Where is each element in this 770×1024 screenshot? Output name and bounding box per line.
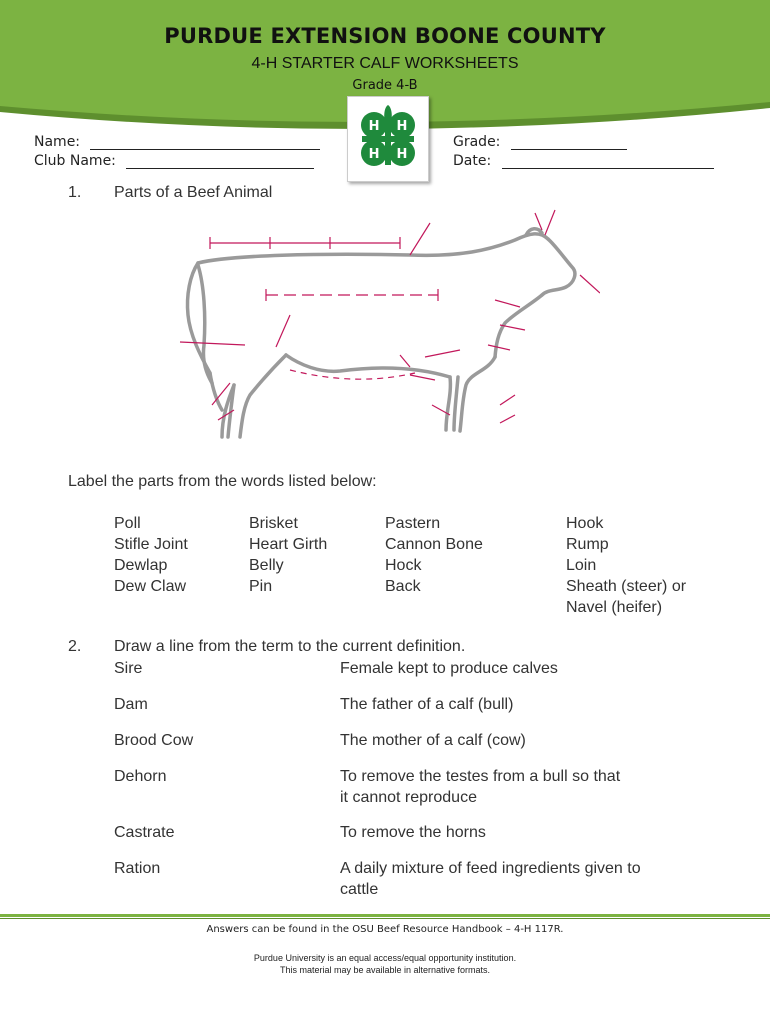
term-dehorn[interactable]: Dehorn — [114, 768, 167, 785]
term-castrate[interactable]: Castrate — [114, 824, 175, 841]
list-item: Rump — [566, 536, 609, 553]
term-ration[interactable]: Ration — [114, 860, 161, 877]
list-item: Pin — [249, 578, 273, 595]
club-name-label: Club Name: — [34, 153, 116, 169]
list-item: Stifle Joint — [114, 536, 188, 553]
definition-6-line-1: A daily mixture of feed ingredients given to — [340, 860, 641, 877]
grade-field-row — [453, 134, 627, 150]
section2-number: 2. — [68, 638, 82, 655]
definition-4-line-1: To remove the testes from a bull so that — [340, 768, 621, 785]
section1-instruction: Label the parts from the words listed below: — [68, 473, 377, 490]
term-sire[interactable]: Sire — [114, 660, 143, 677]
term-brood-cow[interactable]: Brood Cow — [114, 732, 194, 749]
grade-input-line[interactable] — [511, 135, 627, 150]
word-column-4 — [566, 513, 686, 618]
page-title: PURDUE EXTENSION BOONE COUNTY — [164, 24, 606, 48]
footer-alt-formats: This material may be available in alternative formats. — [279, 965, 491, 975]
list-item: Brisket — [249, 515, 298, 532]
footer-answers-note: Answers can be found in the OSU Beef Resource Handbook – 4-H 117R. — [206, 924, 564, 935]
footer-equal-access: Purdue University is an equal access/equal opportunity institution. — [253, 953, 517, 963]
word-column-3 — [385, 513, 483, 597]
definition-3[interactable]: The mother of a calf (cow) — [340, 732, 526, 749]
name-input-line[interactable] — [90, 135, 320, 150]
definition-6-line-2: cattle — [340, 881, 379, 898]
list-item: Poll — [114, 515, 141, 532]
name-label: Name: — [34, 134, 81, 150]
list-item: Hock — [385, 557, 422, 574]
definition-2[interactable]: The father of a calf (bull) — [340, 696, 514, 713]
beef-animal-diagram-icon — [170, 205, 600, 445]
word-column-2 — [249, 513, 327, 597]
4h-clover-logo-icon — [347, 96, 429, 182]
list-item: Belly — [249, 557, 284, 574]
footer-divider — [0, 914, 770, 920]
date-input-line[interactable] — [502, 154, 714, 169]
name-field-row — [34, 134, 320, 150]
definition-4[interactable] — [340, 766, 620, 808]
definition-5[interactable]: To remove the horns — [340, 824, 486, 841]
date-label: Date: — [453, 153, 492, 169]
section1-title: Parts of a Beef Animal — [114, 184, 273, 201]
footer-disclaimer — [0, 952, 770, 976]
list-item: Cannon Bone — [385, 536, 483, 553]
svg-text:H: H — [368, 147, 380, 162]
list-item: Back — [385, 578, 421, 595]
club-name-field-row — [34, 153, 314, 169]
club-name-input-line[interactable] — [126, 154, 314, 169]
grade-label: Grade: — [453, 134, 501, 150]
list-item: Hook — [566, 515, 604, 532]
definition-6[interactable] — [340, 858, 641, 900]
word-column-1 — [114, 513, 188, 597]
term-dam[interactable]: Dam — [114, 696, 148, 713]
section1-number: 1. — [68, 184, 82, 201]
section2-instruction: Draw a line from the term to the current definition. — [114, 638, 466, 655]
list-item: Heart Girth — [249, 536, 328, 553]
definition-1[interactable]: Female kept to produce calves — [340, 660, 558, 677]
list-item: Dewlap — [114, 557, 168, 574]
list-item: Loin — [566, 557, 597, 574]
definition-4-line-2: it cannot reproduce — [340, 789, 477, 806]
list-item: Navel (heifer) — [566, 599, 663, 616]
list-item: Sheath (steer) or — [566, 578, 687, 595]
svg-text:H: H — [368, 119, 380, 134]
svg-text:H: H — [396, 147, 408, 162]
date-field-row — [453, 153, 714, 169]
page-subtitle: 4-H STARTER CALF WORKSHEETS — [251, 55, 519, 72]
list-item: Pastern — [385, 515, 441, 532]
grade-level: Grade 4-B — [352, 78, 418, 93]
svg-text:H: H — [396, 119, 408, 134]
list-item: Dew Claw — [114, 578, 187, 595]
